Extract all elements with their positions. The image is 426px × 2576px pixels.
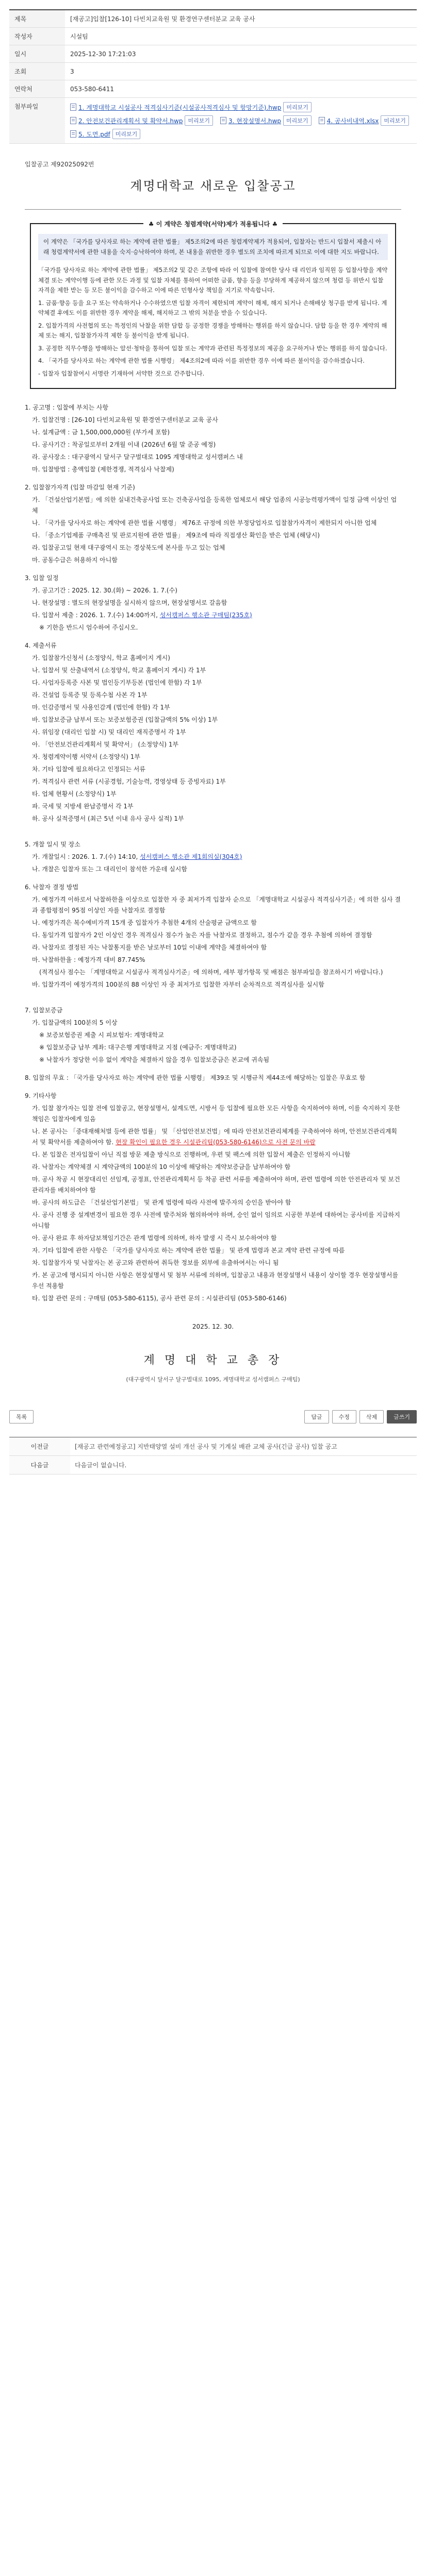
notice-line: 나. 개찰은 입찰자 또는 그 대리인이 참석한 가운데 실시함	[32, 865, 187, 873]
file-icon	[220, 117, 226, 124]
notice-line: 나. 입찰서 및 산출내역서 (소정양식, 학교 홈페이지 게시) 각 1부	[32, 666, 206, 674]
meta-label: 제목	[9, 10, 65, 28]
meta-value: 시설팀	[65, 28, 417, 45]
meta-row	[9, 28, 417, 45]
notice-line: 카. 본 공고에 명시되지 아니한 사항은 현장설명서 및 첨부 서류에 의하며, 입찰공고 내용과 현장설명서 내용이 상이할 경우 현장설명서를 우선 적용함	[32, 1271, 399, 1290]
file-icon	[319, 117, 325, 124]
notice-line: 사. 위임장 (대리인 입찰 시) 및 대리인 재직증명서 각 1부	[32, 728, 186, 736]
notice-line: 가. 입찰건명 : [26-10] 다빈치교육원 및 환경연구센터분교 교육 공사	[32, 416, 218, 423]
notice-line: 나. 예정가격은 복수예비가격 15개 중 입찰자가 추첨한 4개의 산술평균 금액으로 함	[32, 919, 257, 926]
notice-line: 바. 공사의 하도급은 「건설산업기본법」 및 관계 법령에 따라 사전에 발주자의 승인을 받아야 함	[32, 1198, 291, 1206]
notice-line: 바. 입찰보증금 납부서 또는 보증보험증권 (입찰금액의 5% 이상) 1부	[32, 716, 218, 723]
prev-post-row[interactable]	[9, 1437, 417, 1456]
meta-label: 일시	[9, 45, 65, 63]
notice-line: 다. 「중소기업제품 구매촉진 및 판로지원에 관한 법률」 제9조에 따라 직접생산 확인을 받은 업체 (해당시)	[32, 531, 320, 539]
reply-button[interactable]: 답글	[304, 1410, 329, 1423]
meta-value: 2025-12-30 17:21:03	[65, 45, 417, 63]
notice-body	[25, 402, 401, 1304]
notice-line: 2. 입찰참가자격 (입찰 마감일 현재 기준)	[25, 483, 135, 491]
notice-line: 가. 입찰 참가자는 입찰 전에 입찰공고, 현장설명서, 설계도면, 시방서 등 입찰에 필요한 모든 사항을 숙지하여야 하며, 이를 숙지하지 못한 책임은 입찰자에게 있음	[32, 1104, 400, 1123]
notice-line: 다. 사업자등록증 사본 및 법인등기부등본 (법인에 한함) 각 1부	[32, 679, 202, 686]
preview-button[interactable]: 미리보기	[381, 115, 409, 126]
write-button[interactable]: 글쓰기	[387, 1410, 417, 1423]
prev-post-link[interactable]: [재공고 관련예정공고] 지반태양열 설비 개선 공사 및 기계실 배관 교체 공사(긴급 공사) 입찰 공고	[70, 1437, 417, 1456]
notice-line: 가. 공고기간 : 2025. 12. 30.(화) ~ 2026. 1. 7.(수)	[32, 586, 177, 594]
preview-button[interactable]: 미리보기	[112, 129, 141, 139]
preview-button[interactable]: 미리보기	[283, 102, 312, 112]
notice-line: 마. 인감증명서 및 사용인감계 (법인에 한함) 각 1부	[32, 703, 170, 711]
meta-value: 053-580-6411	[65, 80, 417, 98]
notice-line: 타. 업체 현황서 (소정양식) 1부	[32, 790, 117, 798]
notice-line: 타. 입찰 관련 문의 : 구매팀 (053-580-6115), 공사 관련 문의 : 시설관리팀 (053-580-6146)	[32, 1294, 287, 1302]
notice-line: 5. 개찰 일시 및 장소	[25, 840, 80, 848]
next-post-row	[9, 1456, 417, 1475]
attachment-item	[220, 115, 312, 126]
notice-line: 차. 기타 입찰에 필요하다고 인정되는 서류	[32, 765, 145, 773]
attachment-link[interactable]: 1. 계명대학교 시설공사 적격심사기준(시설공사적격심사 및 항망기준).hwp	[78, 104, 282, 111]
page-wrapper	[9, 0, 417, 1475]
post-content	[9, 144, 417, 1400]
notice-line: 마. 낙찰하한율 : 예정가격 대비 87.745%	[32, 956, 145, 963]
list-button[interactable]: 목록	[9, 1410, 34, 1423]
attachment-link[interactable]: 4. 공사비내역.xlsx	[326, 117, 379, 125]
attachment-item	[70, 129, 140, 139]
meta-label: 조회	[9, 63, 65, 80]
attachment-link[interactable]: 5. 도면.pdf	[78, 130, 110, 138]
notice-line: 파. 국세 및 지방세 완납증명서 각 1부	[32, 802, 134, 810]
notice-line: 9. 기타사항	[25, 1092, 57, 1099]
integrity-paragraph: 2. 입찰가격의 사전협의 또는 특정인의 낙찰을 위한 담합 등 공정한 경쟁을 방해하는 행위를 하지 않습니다. 담합 등을 한 경우 계약의 해제 또는 해지, 입찰참가자격 제한 등 불이익을 받게 됩니다.	[38, 321, 387, 340]
notice-line: 카. 적격심사 관련 서류 (시공경험, 기술능력, 경영상태 등 증빙자료) 1부	[32, 777, 226, 785]
spacer	[25, 992, 401, 998]
notice-line: 다. 입찰서 제출 : 2026. 1. 7.(수) 14:00까지, 성서캠퍼스 행소관 구매팀(235호)	[32, 611, 252, 619]
attachment-item	[70, 115, 213, 126]
notice-line: 가. 예정가격 이하로서 낙찰하한율 이상으로 입찰한 자 중 최저가격 입찰자 순으로 「계명대학교 시설공사 적격심사기준」에 의한 심사 결과 종합평점이 95점 이상인 자를 낙찰자로 결정함	[32, 895, 401, 914]
notice-line: 아. 공사 완료 후 하자담보책임기간은 관계 법령에 의하며, 하자 발생 시 즉시 보수하여야 함	[32, 1234, 277, 1242]
notice-line: 하. 공사 실적증명서 (최근 5년 이내 유사 공사 실적) 1부	[32, 815, 184, 822]
meta-row	[9, 63, 417, 80]
meta-row	[9, 80, 417, 98]
notice-line: 가. 개찰일시 : 2026. 1. 7.(수) 14:10, 성서캠퍼스 행소관 제1회의실(304호)	[32, 853, 242, 860]
notice-line: 사. 공사 진행 중 설계변경이 필요한 경우 사전에 발주처와 협의하여야 하며, 승인 없이 임의로 시공한 부분에 대하여는 공사비를 지급하지 아니함	[32, 1211, 400, 1229]
notice-line: 1. 공고명 : 입찰에 부치는 사항	[25, 403, 109, 411]
prev-next-nav	[9, 1437, 417, 1475]
divider	[25, 209, 401, 210]
notice-line: 나. 본 공사는 「중대재해처벌 등에 관한 법률」 및 「산업안전보건법」에 따라 안전보건관리체계를 구축하여야 하며, 안전보건관리계획서 및 확약서를 제출하여야 함. 현장 확인이 필요한 경우 시설관리팀(053-580-6146)으로 사전 문의 바람	[32, 1127, 398, 1146]
signer-address: (대구광역시 달서구 달구벌대로 1095, 계명대학교 성서캠퍼스 구매팀)	[126, 1376, 300, 1383]
notice-line: 아. 「안전보건관리계획서 및 확약서」 (소정양식) 1부	[32, 740, 179, 748]
notice-line: 마. 입찰방법 : 총액입찰 (제한경쟁, 적격심사 낙찰제)	[32, 465, 174, 473]
board-actions	[9, 1410, 417, 1423]
integrity-paragraph: - 입찰자 입찰참여시 서명란 기재하여 서약한 것으로 간주합니다.	[38, 370, 205, 378]
notice-line: 나. 설계금액 : 금 1,500,000,000원 (부가세 포함)	[32, 428, 170, 436]
integrity-box-body	[38, 265, 388, 379]
notice-title: 계명대학교 새로운 입찰공고	[130, 179, 296, 193]
notice-line: 라. 건설업 등록증 및 등록수첩 사본 각 1부	[32, 691, 148, 699]
spacer	[25, 826, 401, 832]
attachment-item	[70, 102, 312, 112]
integrity-contract-box	[30, 223, 396, 389]
notice-line: 가. 「건설산업기본법」에 의한 실내건축공사업 또는 건축공사업을 등록한 업체로서 해당 업종의 시공능력평가액이 일정 금액 이상인 업체	[32, 496, 397, 514]
file-icon	[70, 104, 76, 111]
meta-row	[9, 45, 417, 63]
notice-line: 라. 낙찰자로 결정된 자는 낙찰통지를 받은 날로부터 10일 이내에 계약을 체결하여야 함	[32, 943, 267, 951]
notice-line: 라. 낙찰자는 계약체결 시 계약금액의 100분의 10 이상에 해당하는 계약보증금을 납부하여야 함	[32, 1163, 291, 1171]
notice-line: 마. 공사 착공 시 현장대리인 선임계, 공정표, 안전관리계획서 등 착공 관련 서류를 제출하여야 하며, 관련 법령에 의한 안전관리자 및 보건관리자를 배치하여야 함	[32, 1175, 400, 1194]
notice-line: 6. 낙찰자 결정 방법	[25, 883, 79, 891]
file-icon	[70, 130, 76, 138]
integrity-box-intro: 이 계약은 「국가를 당사자로 하는 계약에 관한 법률」 제5조의2에 따른 청렴계약제가 적용되어, 입찰자는 반드시 입찰서 제출시 아래 청렴계약서에 관한 내용을 숙지·승낙하여야 하며, 본 내용을 위반한 경우 별도의 조치에 따르게 되므로 이에 대한 지도 바랍니다.	[38, 234, 388, 260]
preview-button[interactable]: 미리보기	[185, 115, 213, 126]
edit-button[interactable]: 수정	[332, 1410, 356, 1423]
attachments-row	[9, 98, 417, 144]
notice-line: ※ 기한을 반드시 엄수하여 주십시오.	[39, 623, 138, 631]
signer: 계 명 대 학 교 총 장	[143, 1353, 283, 1367]
integrity-paragraph: 「국가를 당사자로 하는 계약에 관한 법률」 제5조의2 및 같은 조항에 따라 이 입찰에 참여한 당사 대 리인과 임직원 등 입찰사항을 계약체결 또는 계약이행 등에 관한 모든 과정 및 입찰 자체를 통하여 어떠한 금품, 향응 등을 부당하게 제공하지 않으며 청렴 등 위반시 입찰자격을 제한 받는 등 모든 불이익을 감수하고 이에 따른 민형사상 책임을 지기로 약속합니다.	[38, 266, 388, 294]
integrity-box-title: ♣ 이 계약은 청렴계약(서약)제가 적용됩니다 ♣	[38, 219, 388, 230]
file-icon	[70, 117, 76, 124]
notice-line: 8. 입찰의 무효 : 「국가를 당사자로 하는 계약에 관한 법률 시행령」 제39조 및 시행규칙 제44조에 해당하는 입찰은 무효로 함	[25, 1074, 366, 1081]
attachments-cell	[65, 98, 417, 144]
attachment-item	[319, 115, 409, 126]
meta-label: 작성자	[9, 28, 65, 45]
notice-line: 자. 청렴계약이행 서약서 (소정양식) 1부	[32, 753, 140, 760]
notice-line: ※ 입찰보증금 납부 계좌: 대구은행 계명대학교 지점 (예금주: 계명대학교)	[39, 1043, 237, 1051]
notice-line: 나. 현장설명 : 별도의 현장설명을 실시하지 않으며, 현장설명서로 갈음함	[32, 599, 227, 606]
meta-row	[9, 10, 417, 28]
notice-line: ※ 보증보험증권 제출 시 피보험자: 계명대학교	[39, 1031, 164, 1039]
notice-line: 마. 공동수급은 허용하지 아니함	[32, 556, 118, 564]
attachments-label: 첨부파일	[9, 98, 65, 144]
integrity-paragraph: 1. 금품·향응 등을 요구 또는 약속하거나 수수하였으면 입찰 자격이 제한되며 계약이 해제, 해지 되거나 손해배상 청구를 받게 됩니다. 계약체결 후에도 이를 위반한 경우 계약을 해제, 해지하고 그 밖의 처분을 받을 수 있습니다.	[38, 299, 387, 317]
preview-button[interactable]: 미리보기	[283, 115, 312, 126]
notice-line: 다. 공사기간 : 착공일로부터 2개월 이내 (2026년 6월 말 준공 예정)	[32, 440, 216, 448]
meta-value: [재공고]입찰[126-10] 다빈치교육원 및 환경연구센터분교 교육 공사	[65, 10, 417, 28]
meta-value: 3	[65, 63, 417, 80]
meta-label: 연락처	[9, 80, 65, 98]
attachment-link[interactable]: 2. 안전보건관리계획서 및 확약서.hwp	[78, 117, 183, 125]
notice-line: 다. 본 입찰은 전자입찰이 아닌 직접 방문 제출 방식으로 진행하며, 우편 및 팩스에 의한 입찰서 제출은 인정하지 아니함	[32, 1150, 351, 1158]
delete-button[interactable]: 삭제	[359, 1410, 384, 1423]
post-action-group	[304, 1410, 417, 1423]
post-meta-table	[9, 9, 417, 144]
integrity-paragraph: 4. 「국가를 당사자로 하는 계약에 관한 법률 시행령」 제4조의2에 따라 이를 위반한 경우 이에 따른 불이익을 감수하겠습니다.	[38, 357, 365, 365]
notice-line: 가. 입찰참가신청서 (소정양식, 학교 홈페이지 게시)	[32, 654, 170, 662]
notice-line: 자. 기타 입찰에 관한 사항은 「국가를 당사자로 하는 계약에 관한 법률」 및 관계 법령과 본교 계약 관련 규정에 따름	[32, 1246, 345, 1254]
notice-line: 가. 입찰금액의 100분의 5 이상	[32, 1019, 118, 1026]
attachment-list	[70, 102, 412, 139]
notice-line: (적격심사 점수는 「계명대학교 시설공사 적격심사기준」에 의하며, 세부 평가항목 및 배점은 첨부파일을 참조하시기 바랍니다.)	[39, 968, 383, 976]
prev-label: 이전글	[9, 1437, 70, 1456]
next-label: 다음글	[9, 1456, 70, 1475]
notice-line: 3. 입찰 일정	[25, 574, 59, 582]
integrity-paragraph: 3. 공정한 직무수행을 방해하는 알선·청탁을 통하여 입찰 또는 계약과 관련된 특정정보의 제공을 요구하거나 받는 행위를 하지 않습니다.	[38, 344, 387, 352]
notice-line: 다. 동일가격 입찰자가 2인 이상인 경우 적격심사 점수가 높은 자를 낙찰자로 결정하고, 점수가 같을 경우 추첨에 의하여 결정함	[32, 931, 372, 939]
notice-line: 라. 입찰공고일 현재 대구광역시 또는 경상북도에 본사를 두고 있는 업체	[32, 544, 225, 551]
notice-line: 라. 공사장소 : 대구광역시 달서구 달구벌대로 1095 계명대학교 성서캠퍼스 내	[32, 453, 243, 461]
attachment-link[interactable]: 3. 현장설명서.hwp	[228, 117, 282, 125]
notice-line: 나. 「국가를 당사자로 하는 계약에 관한 법률 시행령」 제76조 규정에 의한 부정당업자로 입찰참가자격이 제한되지 아니한 업체	[32, 519, 377, 527]
notice-line: 7. 입찰보증금	[25, 1006, 63, 1014]
next-post-text: 다음글이 없습니다.	[70, 1456, 417, 1475]
notice-line: 바. 입찰가격이 예정가격의 100분의 88 이상인 자 중 최저가로 입찰한 자부터 순차적으로 적격심사를 실시함	[32, 980, 324, 988]
notice-line: ※ 낙찰자가 정당한 이유 없이 계약을 체결하지 않을 경우 입찰보증금은 본교에 귀속됨	[39, 1056, 270, 1063]
notice-line: 4. 제출서류	[25, 641, 57, 649]
notice-line: 차. 입찰참가자 및 낙찰자는 본 공고와 관련하여 취득한 정보를 외부에 유출하여서는 아니 됨	[32, 1259, 279, 1266]
notice-date: 2025. 12. 30.	[192, 1323, 234, 1330]
notice-number: 입찰공고 제92025092번	[25, 161, 94, 168]
